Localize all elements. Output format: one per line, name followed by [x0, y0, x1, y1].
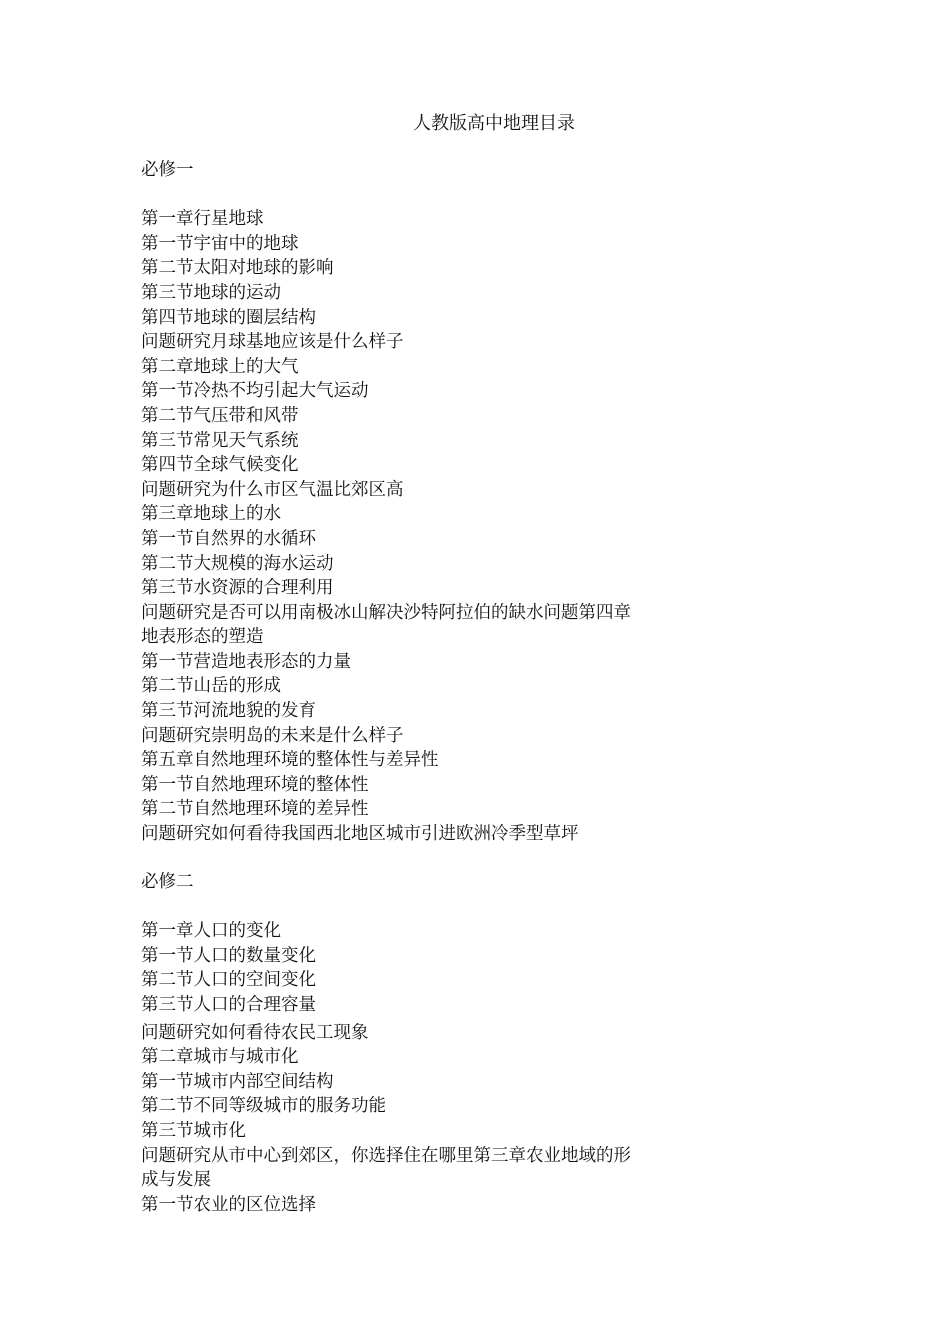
- section-bixiu-1: [141, 158, 661, 847]
- toc-item: 第一节自然地理环境的整体性: [141, 774, 369, 795]
- toc-item: 第二节大规模的海水运动: [141, 553, 334, 574]
- toc-item: 第三节城市化: [141, 1120, 246, 1141]
- toc-item: 第三节地球的运动: [141, 282, 281, 303]
- section-heading: 必修二: [141, 872, 194, 892]
- blank-line: [141, 183, 661, 208]
- toc-item: 问题研究为什么市区气温比郊区高: [141, 479, 404, 500]
- toc-item: 问题研究从市中心到郊区，你选择住在哪里第三章农业地域的形成与发展: [141, 1145, 631, 1191]
- toc-item: 第二节太阳对地球的影响: [141, 258, 334, 279]
- section-heading: 必修一: [141, 160, 194, 180]
- toc-item: 第一节自然界的水循环: [141, 528, 316, 549]
- toc-chapter: 第二章城市与城市化: [141, 1047, 299, 1068]
- toc-chapter: 第一章人口的变化: [141, 921, 281, 942]
- toc-item: 问题研究如何看待农民工现象: [141, 1022, 369, 1043]
- toc-item: 第二节气压带和风带: [141, 405, 299, 426]
- toc-item: 第一节农业的区位选择: [141, 1194, 316, 1215]
- toc-item: 第三节水资源的合理利用: [141, 578, 334, 599]
- toc-item: 第三节河流地貌的发育: [141, 701, 316, 722]
- toc-item: 问题研究如何看待我国西北地区城市引进欧洲冷季型草坪: [141, 824, 579, 845]
- blank-line: [141, 895, 661, 920]
- toc-item: 第一节人口的数量变化: [141, 945, 316, 966]
- toc-item: 第一节冷热不均引起大气运动: [141, 381, 369, 402]
- section-bixiu-2: [141, 870, 661, 1217]
- toc-item: 第二节山岳的形成: [141, 676, 281, 697]
- toc-item: 第四节全球气候变化: [141, 455, 299, 476]
- toc-item: 第二节自然地理环境的差异性: [141, 799, 369, 820]
- toc-item: 问题研究是否可以用南极冰山解决沙特阿拉伯的缺水问题第四章地表形态的塑造: [141, 602, 631, 648]
- toc-item: 第二节人口的空间变化: [141, 970, 316, 991]
- toc-item: 第一节宇宙中的地球: [141, 233, 299, 254]
- toc-item: 第三节常见天气系统: [141, 430, 299, 451]
- toc-item: 第一节营造地表形态的力量: [141, 651, 351, 672]
- toc-chapter: 第三章地球上的水: [141, 504, 281, 525]
- toc-chapter: 第五章自然地理环境的整体性与差异性: [141, 750, 439, 771]
- toc-item: 第四节地球的圈层结构: [141, 307, 316, 328]
- toc-item: 第一节城市内部空间结构: [141, 1071, 334, 1092]
- toc-item: 第三节人口的合理容量: [141, 994, 316, 1015]
- document-title: 人教版高中地理目录: [413, 113, 575, 134]
- toc-chapter: 第二章地球上的大气: [141, 356, 299, 377]
- toc-item: 第二节不同等级城市的服务功能: [141, 1096, 386, 1117]
- toc-chapter: 第一章行星地球: [141, 209, 264, 230]
- toc-item: 问题研究崇明岛的未来是什么样子: [141, 725, 404, 746]
- toc-item: 问题研究月球基地应该是什么样子: [141, 332, 404, 353]
